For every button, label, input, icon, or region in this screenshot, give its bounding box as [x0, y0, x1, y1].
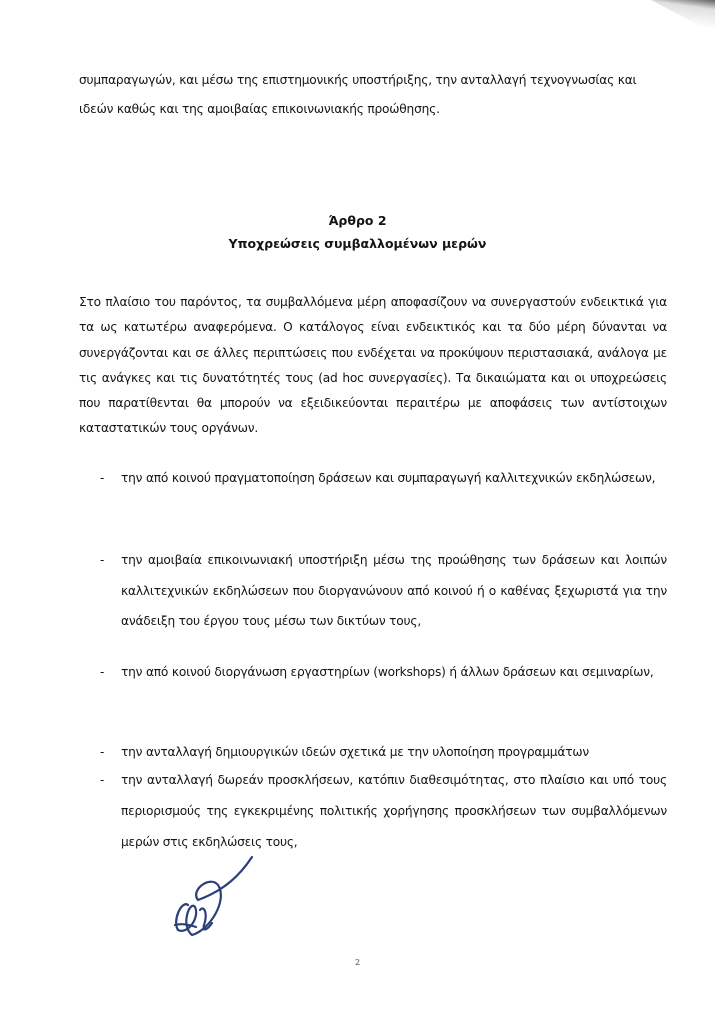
page-corner-shadow: [648, 0, 715, 55]
intro-line-2: ιδεών καθώς και της αμοιβαίας επικοινωνιακής προώθησης.: [79, 102, 440, 116]
intro-line-1: συμπαραγωγών, και μέσω της επιστημονικής υποστήριξης, την ανταλλαγή τεχνογνωσίας και: [79, 73, 637, 87]
article-title: Υποχρεώσεις συμβαλλομένων μερών: [228, 236, 487, 251]
bullet-marker: -: [100, 665, 105, 679]
bullet-marker: -: [100, 553, 105, 567]
bullet-item-2: την αμοιβαία επικοινωνιακή υποστήριξη μέσω της προώθησης των δράσεων και λοιπών καλλιτεχνικών εκδηλώσεων που διοργανώνουν από κοινού ή ο καθένας ξεχωριστά για την ανάδειξη του έργου τους μέσω των δικτύων τους,: [121, 553, 667, 628]
bullet-item-3: την από κοινού διοργάνωση εργαστηρίων (workshops) ή άλλων δράσεων και σεμιναρίων,: [121, 665, 654, 679]
bullet-item-1: την από κοινού πραγματοποίηση δράσεων και συμπαραγωγή καλλιτεχνικών εκδηλώσεων,: [121, 471, 656, 485]
bullet-marker: -: [100, 471, 105, 485]
article-number: Άρθρο 2: [328, 213, 387, 228]
main-paragraph: Στο πλαίσιο του παρόντος, τα συμβαλλόμενα μέρη αποφασίζουν να συνεργαστούν ενδεικτικά για τα ως κατωτέρω αναφερόμενα. Ο κατάλογος είναι ενδεικτικός και τα δύο μέρη δύνανται να συνεργάζονται και σε άλλες περιπτώσεις που ενδέχεται να προκύψουν περιστασιακά, ανάλογα με τις ανάγκες και τις δυνατότητές τους (ad hoc συνεργασίες). Τα δικαιώματα και οι υποχρεώσεις που παρατίθενται θα μπορούν να εξειδικεύονται περαιτέρω με αποφάσεις των αντίστοιχων καταστατικών τους οργάνων.: [79, 295, 667, 436]
page-number: 2: [355, 958, 361, 967]
signature: [170, 855, 280, 955]
bullet-marker: -: [100, 745, 105, 759]
bullet-item-5: την ανταλλαγή δωρεάν προσκλήσεων, κατόπιν διαθεσιμότητας, στο πλαίσιο και υπό τους περιορισμούς της εγκεκριμένης πολιτικής χορήγησης προσκλήσεων των συμβαλλόμενων μερών στις εκδηλώσεις τους,: [121, 773, 667, 849]
bullet-marker: -: [100, 773, 105, 787]
bullet-item-4: την ανταλλαγή δημιουργικών ιδεών σχετικά με την υλοποίηση προγραμμάτων: [121, 745, 589, 759]
